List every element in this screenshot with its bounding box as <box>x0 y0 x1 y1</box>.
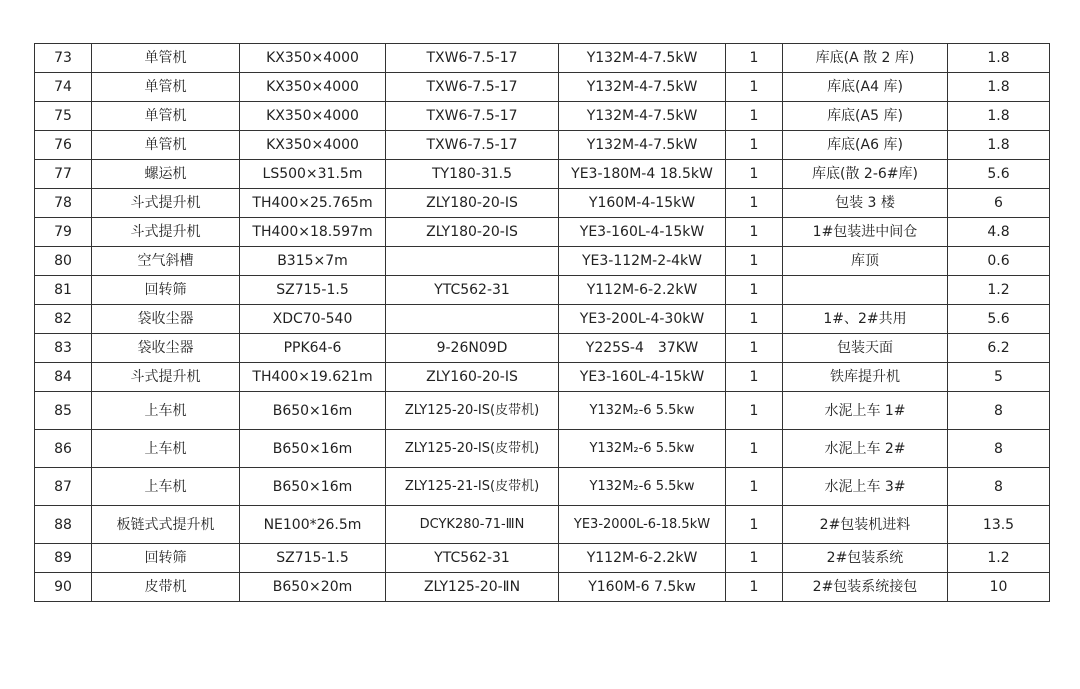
cell-name: 板链式式提升机 <box>92 506 240 544</box>
cell-power: 1.2 <box>948 544 1050 573</box>
cell-no: 75 <box>35 102 92 131</box>
cell-power: 1.8 <box>948 131 1050 160</box>
cell-no: 88 <box>35 506 92 544</box>
cell-name: 袋收尘器 <box>92 334 240 363</box>
cell-location: 包装天面 <box>783 334 948 363</box>
cell-name: 上车机 <box>92 468 240 506</box>
table-row <box>35 160 1050 189</box>
cell-location: 库底(A5 库) <box>783 102 948 131</box>
cell-reducer: ZLY160-20-ⅠS <box>386 363 559 392</box>
cell-location: 2#包装机进料 <box>783 506 948 544</box>
cell-spec: XDC70-540 <box>240 305 386 334</box>
cell-motor: YE3-180M-4 18.5kW <box>559 160 726 189</box>
cell-qty: 1 <box>726 247 783 276</box>
cell-spec: TH400×19.621m <box>240 363 386 392</box>
cell-spec: B650×16m <box>240 392 386 430</box>
cell-location: 1#、2#共用 <box>783 305 948 334</box>
cell-power: 4.8 <box>948 218 1050 247</box>
cell-reducer: YTC562-31 <box>386 544 559 573</box>
cell-motor: YE3-160L-4-15kW <box>559 218 726 247</box>
cell-motor: Y132M-4-7.5kW <box>559 102 726 131</box>
cell-motor: YE3-2000L-6-18.5kW <box>559 506 726 544</box>
cell-reducer <box>386 305 559 334</box>
cell-power: 1.8 <box>948 44 1050 73</box>
cell-name: 上车机 <box>92 392 240 430</box>
cell-reducer: TXW6-7.5-17 <box>386 73 559 102</box>
cell-motor: Y160M-4-15kW <box>559 189 726 218</box>
cell-no: 73 <box>35 44 92 73</box>
cell-location: 包装 3 楼 <box>783 189 948 218</box>
cell-qty: 1 <box>726 430 783 468</box>
cell-qty: 1 <box>726 363 783 392</box>
table-row <box>35 131 1050 160</box>
cell-motor: YE3-200L-4-30kW <box>559 305 726 334</box>
cell-name: 斗式提升机 <box>92 189 240 218</box>
equipment-table <box>34 43 1050 602</box>
cell-name: 皮带机 <box>92 573 240 602</box>
table-row <box>35 392 1050 430</box>
cell-spec: PPK64-6 <box>240 334 386 363</box>
cell-no: 86 <box>35 430 92 468</box>
cell-location: 水泥上车 2# <box>783 430 948 468</box>
cell-spec: SZ715-1.5 <box>240 276 386 305</box>
table-row <box>35 334 1050 363</box>
cell-reducer <box>386 247 559 276</box>
cell-spec: TH400×18.597m <box>240 218 386 247</box>
cell-power: 1.8 <box>948 102 1050 131</box>
cell-reducer: ZLY125-20-ⅡN <box>386 573 559 602</box>
cell-qty: 1 <box>726 468 783 506</box>
cell-name: 斗式提升机 <box>92 363 240 392</box>
cell-reducer: ZLY125-20-ⅠS(皮带机) <box>386 430 559 468</box>
cell-location: 水泥上车 3# <box>783 468 948 506</box>
cell-no: 81 <box>35 276 92 305</box>
cell-power: 6 <box>948 189 1050 218</box>
equipment-table-sheet <box>34 43 1049 602</box>
cell-motor: YE3-160L-4-15kW <box>559 363 726 392</box>
cell-qty: 1 <box>726 44 783 73</box>
cell-reducer: YTC562-31 <box>386 276 559 305</box>
cell-motor: Y225S-4 37KW <box>559 334 726 363</box>
cell-power: 5.6 <box>948 160 1050 189</box>
cell-no: 89 <box>35 544 92 573</box>
cell-no: 74 <box>35 73 92 102</box>
cell-no: 78 <box>35 189 92 218</box>
table-row <box>35 573 1050 602</box>
cell-spec: TH400×25.765m <box>240 189 386 218</box>
cell-location <box>783 276 948 305</box>
cell-name: 上车机 <box>92 430 240 468</box>
cell-no: 85 <box>35 392 92 430</box>
table-row <box>35 102 1050 131</box>
cell-power: 6.2 <box>948 334 1050 363</box>
cell-name: 单管机 <box>92 73 240 102</box>
cell-reducer: ZLY125-20-ⅠS(皮带机) <box>386 392 559 430</box>
cell-no: 77 <box>35 160 92 189</box>
cell-name: 螺运机 <box>92 160 240 189</box>
table-row <box>35 468 1050 506</box>
cell-no: 84 <box>35 363 92 392</box>
cell-motor: Y132M₂-6 5.5kw <box>559 468 726 506</box>
cell-name: 空气斜槽 <box>92 247 240 276</box>
table-row <box>35 189 1050 218</box>
cell-motor: YE3-112M-2-4kW <box>559 247 726 276</box>
table-row <box>35 73 1050 102</box>
cell-motor: Y132M-4-7.5kW <box>559 131 726 160</box>
cell-name: 回转筛 <box>92 544 240 573</box>
cell-reducer: TXW6-7.5-17 <box>386 44 559 73</box>
cell-spec: KX350×4000 <box>240 44 386 73</box>
cell-motor: Y112M-6-2.2kW <box>559 276 726 305</box>
cell-location: 铁库提升机 <box>783 363 948 392</box>
cell-spec: KX350×4000 <box>240 131 386 160</box>
cell-power: 8 <box>948 392 1050 430</box>
cell-no: 90 <box>35 573 92 602</box>
equipment-table-body <box>35 44 1050 602</box>
cell-power: 10 <box>948 573 1050 602</box>
cell-qty: 1 <box>726 544 783 573</box>
cell-qty: 1 <box>726 573 783 602</box>
cell-reducer: ZLY180-20-ⅠS <box>386 189 559 218</box>
cell-qty: 1 <box>726 506 783 544</box>
cell-power: 8 <box>948 430 1050 468</box>
cell-location: 2#包装系统接包 <box>783 573 948 602</box>
cell-name: 单管机 <box>92 131 240 160</box>
cell-qty: 1 <box>726 334 783 363</box>
cell-no: 82 <box>35 305 92 334</box>
table-row <box>35 305 1050 334</box>
cell-name: 斗式提升机 <box>92 218 240 247</box>
cell-no: 80 <box>35 247 92 276</box>
cell-reducer: TXW6-7.5-17 <box>386 131 559 160</box>
cell-name: 单管机 <box>92 44 240 73</box>
table-row <box>35 218 1050 247</box>
cell-spec: B315×7m <box>240 247 386 276</box>
cell-no: 76 <box>35 131 92 160</box>
cell-power: 13.5 <box>948 506 1050 544</box>
cell-spec: KX350×4000 <box>240 102 386 131</box>
cell-qty: 1 <box>726 218 783 247</box>
cell-spec: SZ715-1.5 <box>240 544 386 573</box>
cell-reducer: ZLY125-21-ⅠS(皮带机) <box>386 468 559 506</box>
cell-motor: Y160M-6 7.5kw <box>559 573 726 602</box>
cell-no: 83 <box>35 334 92 363</box>
cell-spec: LS500×31.5m <box>240 160 386 189</box>
cell-motor: Y132M₂-6 5.5kw <box>559 430 726 468</box>
cell-power: 5 <box>948 363 1050 392</box>
cell-qty: 1 <box>726 160 783 189</box>
cell-reducer: TXW6-7.5-17 <box>386 102 559 131</box>
cell-spec: B650×16m <box>240 430 386 468</box>
cell-name: 袋收尘器 <box>92 305 240 334</box>
cell-spec: B650×16m <box>240 468 386 506</box>
cell-motor: Y132M-4-7.5kW <box>559 44 726 73</box>
cell-no: 87 <box>35 468 92 506</box>
cell-qty: 1 <box>726 102 783 131</box>
cell-location: 水泥上车 1# <box>783 392 948 430</box>
table-row <box>35 247 1050 276</box>
cell-location: 库底(散 2-6#库) <box>783 160 948 189</box>
cell-power: 0.6 <box>948 247 1050 276</box>
cell-reducer: ZLY180-20-ⅠS <box>386 218 559 247</box>
cell-power: 1.2 <box>948 276 1050 305</box>
cell-qty: 1 <box>726 189 783 218</box>
cell-qty: 1 <box>726 305 783 334</box>
cell-power: 5.6 <box>948 305 1050 334</box>
table-row <box>35 506 1050 544</box>
table-row <box>35 544 1050 573</box>
cell-no: 79 <box>35 218 92 247</box>
table-row <box>35 276 1050 305</box>
cell-spec: NE100*26.5m <box>240 506 386 544</box>
table-row <box>35 363 1050 392</box>
cell-location: 1#包装进中间仓 <box>783 218 948 247</box>
cell-spec: KX350×4000 <box>240 73 386 102</box>
cell-qty: 1 <box>726 276 783 305</box>
cell-reducer: TY180-31.5 <box>386 160 559 189</box>
cell-spec: B650×20m <box>240 573 386 602</box>
cell-power: 8 <box>948 468 1050 506</box>
table-row <box>35 44 1050 73</box>
cell-qty: 1 <box>726 73 783 102</box>
cell-qty: 1 <box>726 392 783 430</box>
table-row <box>35 430 1050 468</box>
cell-reducer: 9-26N09D <box>386 334 559 363</box>
cell-name: 回转筛 <box>92 276 240 305</box>
cell-name: 单管机 <box>92 102 240 131</box>
cell-location: 2#包装系统 <box>783 544 948 573</box>
cell-location: 库底(A6 库) <box>783 131 948 160</box>
cell-location: 库底(A4 库) <box>783 73 948 102</box>
cell-motor: Y132M-4-7.5kW <box>559 73 726 102</box>
cell-reducer: DCYK280-71-ⅢN <box>386 506 559 544</box>
cell-location: 库底(A 散 2 库) <box>783 44 948 73</box>
cell-location: 库顶 <box>783 247 948 276</box>
cell-motor: Y112M-6-2.2kW <box>559 544 726 573</box>
cell-qty: 1 <box>726 131 783 160</box>
cell-power: 1.8 <box>948 73 1050 102</box>
cell-motor: Y132M₂-6 5.5kw <box>559 392 726 430</box>
